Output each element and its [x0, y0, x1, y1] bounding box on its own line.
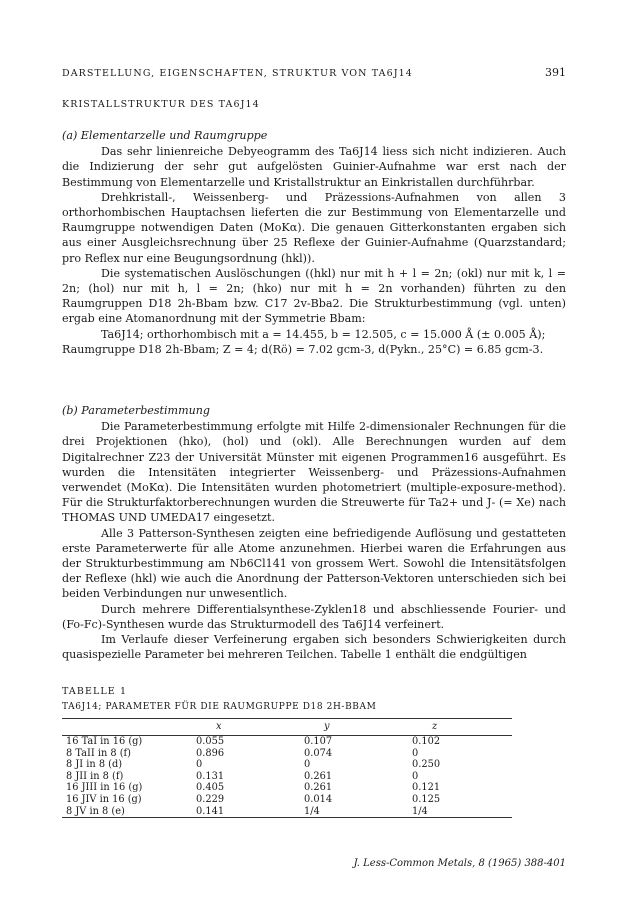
section-b [62, 403, 566, 662]
section-b-heading: (b) Parameterbestimmung [62, 404, 210, 417]
paragraph-a2: Drehkristall-, Weissenberg- und Präzessions-Aufnahmen von allen 3 orthorhombischen Hauptachsen lieferten die zur Bestimmung von Elementarzelle und Raumgruppe notwendigen Daten (MoKα). Die genauen Gitterkonstanten ergaben sich aus einer Ausgleichsrechnung über 25 Reflexe der Guinier-Aufnahme (Quarzstandard; pro Reflex nur eine Beugungsordnung (hkl)). [62, 190, 566, 265]
column-header-z: z [432, 721, 438, 732]
x-value: 0.141 [196, 805, 225, 817]
running-header [62, 66, 566, 79]
z-value: 0.125 [412, 793, 441, 805]
x-value: 0.131 [196, 770, 225, 782]
x-value: 0 [196, 759, 203, 771]
x-value: 0.229 [196, 793, 225, 805]
y-value: 0.261 [304, 770, 333, 782]
y-value: 0.074 [304, 747, 333, 759]
z-value: 0.250 [412, 759, 441, 771]
atom-label: 16 JIV in 16 (g) [66, 793, 142, 805]
x-value: 0.405 [196, 782, 225, 794]
y-value: 0.261 [304, 782, 333, 794]
atom-label: 8 TaII in 8 (f) [66, 747, 131, 759]
table-row [62, 771, 512, 783]
paragraph-a3: Die systematischen Auslöschungen ((hkl) nur mit h + l = 2n; (okl) nur mit k, l = 2n; (hol) nur mit h, l = 2n; (hko) nur mit h = 2n vorhanden) führten zu den Raumgruppen D18 2h-Bbam bzw. C17 2v-Bba2. Die Strukturbestimmung (vgl. unten) ergab eine Atomanordnung mit der Symmetrie Bbam: [62, 266, 566, 326]
paragraph-a4: Ta6J14; orthorhombisch mit a = 14.455, b = 12.505, c = 15.000 Å (± 0.005 Å); [101, 327, 546, 341]
section-a [62, 128, 566, 357]
z-value: 0 [412, 747, 419, 759]
x-value: 0.055 [196, 736, 225, 747]
atom-label: 8 JI in 8 (d) [66, 759, 123, 771]
table-bottom-rule [62, 818, 512, 819]
table-1 [62, 686, 566, 818]
paragraph-b4: Im Verlaufe dieser Verfeinerung ergaben sich besonders Schwierigkeiten durch quasispezielle Parameter bei mehreren Teilchen. Tabelle 1 enthält die endgültigen [62, 633, 566, 662]
table-row [62, 736, 512, 748]
y-value: 0 [304, 759, 311, 771]
table-row [62, 806, 512, 818]
atom-label: 8 JV in 8 (e) [66, 805, 125, 817]
column-header-x: x [216, 721, 222, 732]
page-number: 391 [545, 66, 566, 79]
y-value: 0.107 [304, 736, 333, 747]
y-value: 1/4 [304, 805, 320, 817]
z-value: 0.121 [412, 782, 441, 794]
z-value: 0 [412, 770, 419, 782]
parameter-table [62, 718, 512, 818]
z-value: 0.102 [412, 736, 441, 747]
table-body [62, 736, 512, 818]
section-title: KRISTALLSTRUKTUR DES TA6J14 [62, 99, 260, 110]
z-value: 1/4 [412, 805, 428, 817]
paragraph-b1: Die Parameterbestimmung erfolgte mit Hilfe 2-dimensionaler Rechnungen für die drei Projektionen (hko), (hol) und (okl). Alle Berechnungen wurden auf dem Digitalrechner Z23 der Universität Münster mit eigenen Programmen16 ausgeführt. Es wurden die Intensitäten integrierter Weissenberg- und Präzessions-Aufnahmen verwendet (MoKα). Die Intensitäten wurden photometriert (multiple-exposure-method). Für die Strukturfaktorberechnungen wurden die Streuwerte für Ta2+ und J- (= Xe) nach THOMAS UND UMEDA17 eingesetzt. [62, 420, 566, 525]
y-value: 0.014 [304, 793, 333, 805]
paragraph-b2: Alle 3 Patterson-Synthesen zeigten eine befriedigende Auflösung und gestatteten erste Parameterwerte für alle Atome anzunehmen. Hierbei waren die Erfahrungen aus der Strukturbestimmung am Nb6Cl141 von grossem Wert. Sowohl die Intensitätsfolgen der Reflexe (hkl) wie auch die Anordnung der Patterson-Vektoren unterschieden sich bei beiden Verbindungen nur unwesentlich. [62, 526, 566, 601]
table-row [62, 748, 512, 760]
paragraph-a1: Das sehr linienreiche Debyeogramm des Ta6J14 liess sich nicht indizieren. Auch die Indizierung der sehr gut aufgelösten Guinier-Aufnahme war erst nach der Bestimmung von Elementarzelle und Kristallstruktur an Einkristallen durchführbar. [62, 145, 566, 189]
column-header-label [62, 719, 196, 736]
table-row [62, 759, 512, 771]
atom-label: 16 JIII in 16 (g) [66, 782, 143, 794]
paragraph-b3: Durch mehrere Differentialsynthese-Zyklen18 und abschliessende Fourier- und (Fo-Fc)-Synthesen wurde das Strukturmodell des Ta6J14 verfeinert. [62, 602, 566, 631]
table-header-row [62, 719, 512, 736]
column-header-y: y [324, 721, 330, 732]
running-title: DARSTELLUNG, EIGENSCHAFTEN, STRUKTUR VON TA6J14 [62, 68, 413, 79]
atom-label: 16 TaI in 16 (g) [66, 736, 143, 747]
table-caption: TA6J14; PARAMETER FÜR DIE RAUMGRUPPE D18 2H-BBAM [62, 702, 377, 712]
journal-citation: J. Less-Common Metals, 8 (1965) 388-401 [353, 858, 566, 869]
atom-label: 8 JII in 8 (f) [66, 770, 124, 782]
paragraph-a5: Raumgruppe D18 2h-Bbam; Z = 4; d(Rö) = 7.02 gcm-3, d(Pykn., 25°C) = 6.85 gcm-3. [62, 342, 544, 356]
x-value: 0.896 [196, 747, 225, 759]
table-title: TABELLE 1 [62, 686, 128, 697]
table-row [62, 794, 512, 806]
table-row [62, 782, 512, 794]
section-a-heading: (a) Elementarzelle und Raumgruppe [62, 129, 268, 142]
